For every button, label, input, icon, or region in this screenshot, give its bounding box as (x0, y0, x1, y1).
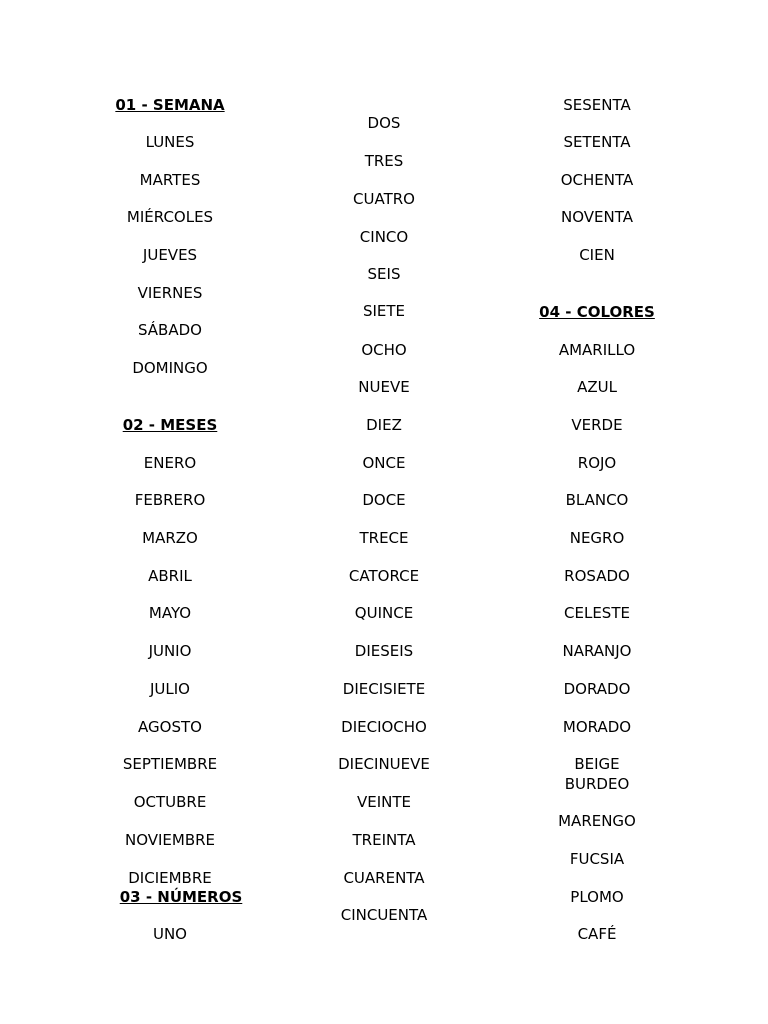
list-item: CINCUENTA (340, 906, 428, 924)
list-item: VEINTE (356, 793, 412, 811)
list-item: ROJO (577, 454, 617, 472)
list-item: ABRIL (148, 567, 192, 585)
list-item: TRECE (359, 529, 409, 547)
list-item: UNO (152, 925, 187, 943)
list-item: AMARILLO (558, 341, 636, 359)
list-item: NOVIEMBRE (124, 831, 216, 849)
list-item: SEPTIEMBRE (122, 755, 218, 773)
list-item: TREINTA (352, 831, 416, 849)
list-item: DOCE (362, 491, 406, 509)
list-item: CELESTE (564, 604, 630, 622)
heading-semana: 01 - SEMANA (115, 96, 225, 114)
heading-numeros: 03 - NÚMEROS (119, 888, 243, 906)
list-item: SIETE (362, 302, 406, 320)
list-item: NEGRO (569, 529, 625, 547)
list-item: NOVENTA (561, 208, 633, 226)
list-item: BEIGE (574, 755, 620, 773)
list-item: DOS (367, 114, 401, 132)
list-item: QUINCE (354, 604, 414, 622)
heading-colores: 04 - COLORES (539, 303, 655, 321)
list-item: FUCSIA (569, 850, 625, 868)
list-item: DICIEMBRE (128, 869, 212, 887)
list-item: OCTUBRE (133, 793, 207, 811)
list-item: CUATRO (353, 190, 415, 208)
list-item: ONCE (362, 454, 406, 472)
list-item: PLOMO (570, 888, 624, 906)
list-item: VIERNES (137, 284, 203, 302)
list-item: VERDE (571, 416, 623, 434)
list-item: JUNIO (148, 642, 192, 660)
list-item: DIECINUEVE (338, 755, 430, 773)
list-item: ROSADO (564, 567, 630, 585)
list-item: DORADO (563, 680, 631, 698)
list-item: OCHENTA (560, 171, 634, 189)
list-item: CUARENTA (343, 869, 425, 887)
list-item: DIEZ (366, 416, 402, 434)
list-item: MARENGO (558, 812, 636, 830)
list-item: SESENTA (563, 96, 631, 114)
list-item: CINCO (359, 228, 409, 246)
list-item: TRES (364, 152, 404, 170)
list-item: MARZO (142, 529, 198, 547)
list-item: CATORCE (348, 567, 420, 585)
list-item: MIÉRCOLES (126, 208, 214, 226)
list-item: MAYO (148, 604, 192, 622)
list-item: CAFÉ (577, 925, 617, 943)
list-item: DIESEIS (354, 642, 414, 660)
list-item: LUNES (145, 133, 195, 151)
list-item: DOMINGO (132, 359, 208, 377)
list-item: ENERO (143, 454, 197, 472)
heading-meses: 02 - MESES (122, 416, 218, 434)
list-item: AGOSTO (138, 718, 202, 736)
list-item: BURDEO (564, 775, 630, 793)
list-item: FEBRERO (134, 491, 206, 509)
list-item: SETENTA (563, 133, 631, 151)
list-item: AZUL (577, 378, 617, 396)
list-item: JUEVES (142, 246, 198, 264)
list-item: OCHO (361, 341, 407, 359)
list-item: BLANCO (565, 491, 629, 509)
list-item: JULIO (150, 680, 190, 698)
list-item: CIEN (579, 246, 615, 264)
list-item: DIECISIETE (342, 680, 426, 698)
list-item: SÁBADO (138, 321, 202, 339)
list-item: DIECIOCHO (341, 718, 427, 736)
list-item: NUEVE (358, 378, 410, 396)
list-item: SEIS (367, 265, 401, 283)
list-item: NARANJO (562, 642, 632, 660)
list-item: MORADO (562, 718, 632, 736)
list-item: MARTES (139, 171, 201, 189)
